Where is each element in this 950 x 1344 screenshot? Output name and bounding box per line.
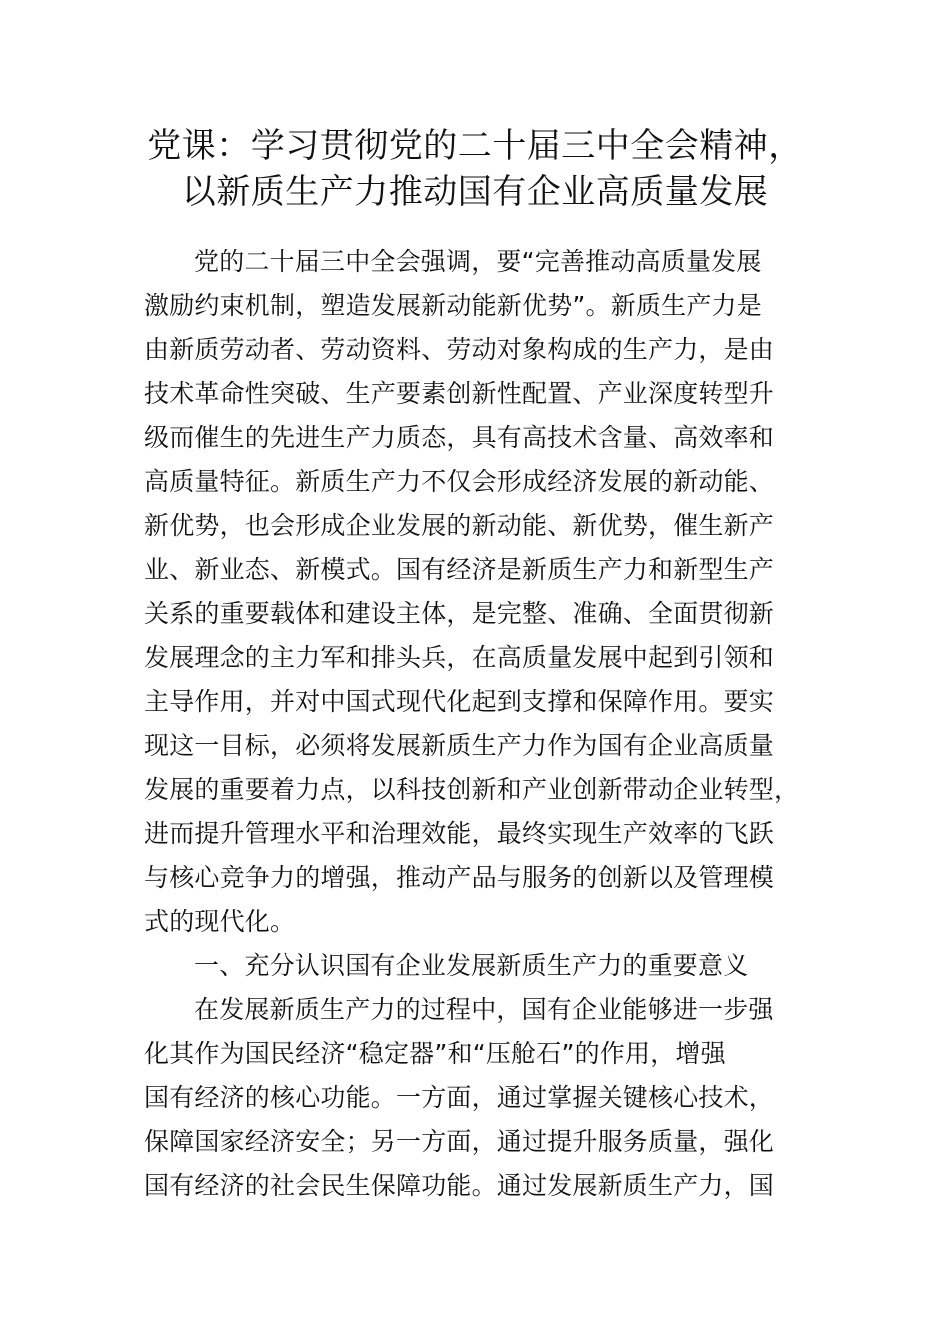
- paragraph-1-line: 党的二十届三中全会强调，要“完善推动高质量发展: [194, 247, 762, 276]
- paragraph-1-line: 关系的重要载体和建设主体，是完整、准确、全面贯彻新: [144, 599, 775, 628]
- paragraph-2-line: 国有经济的核心功能。一方面，通过掌握关键核心技术，: [144, 1083, 775, 1112]
- paragraph-1-line: 级而催生的先进生产力质态，具有高技术含量、高效率和: [144, 423, 775, 452]
- paragraph-2-line: 化其作为国民经济“稳定器”和“压舱石”的作用，增强: [144, 1039, 726, 1068]
- paragraph-2-line: 保障国家经济安全；另一方面，通过提升服务质量，强化: [144, 1127, 775, 1156]
- paragraph-2-line: 国有经济的社会民生保障功能。通过发展新质生产力，国: [144, 1171, 775, 1200]
- document-title-line-1: 党课：学习贯彻党的二十届三中全会精神，: [147, 126, 803, 166]
- paragraph-1-line: 业、新业态、新模式。国有经济是新质生产力和新型生产: [144, 555, 775, 584]
- paragraph-1-line: 进而提升管理水平和治理效能，最终实现生产效率的飞跃: [144, 819, 775, 848]
- paragraph-1-line: 新优势，也会形成企业发展的新动能、新优势，催生新产: [144, 511, 775, 540]
- paragraph-1-line: 高质量特征。新质生产力不仅会形成经济发展的新动能、: [144, 467, 775, 496]
- section-heading: 一、充分认识国有企业发展新质生产力的重要意义: [194, 951, 749, 980]
- document-title-line-2: 以新质生产力推动国有企业高质量发展: [181, 172, 769, 212]
- paragraph-1-line: 主导作用，并对中国式现代化起到支撑和保障作用。要实: [144, 687, 775, 716]
- paragraph-1-line: 式的现代化。: [144, 907, 296, 936]
- paragraph-1-line: 由新质劳动者、劳动资料、劳动对象构成的生产力，是由: [144, 335, 775, 364]
- document-body: [144, 240, 804, 1208]
- paragraph-1-line: 激励约束机制，塑造发展新动能新优势”。新质生产力是: [144, 291, 762, 320]
- paragraph-1-line: 技术革命性突破、生产要素创新性配置、产业深度转型升: [144, 379, 775, 408]
- paragraph-1-line: 发展理念的主力军和排头兵，在高质量发展中起到引领和: [144, 643, 775, 672]
- paragraph-1-line: 与核心竞争力的增强，推动产品与服务的创新以及管理模: [144, 863, 775, 892]
- paragraph-1-line: 现这一目标，必须将发展新质生产力作为国有企业高质量: [144, 731, 775, 760]
- paragraph-1-line: 发展的重要着力点，以科技创新和产业创新带动企业转型，: [144, 775, 800, 804]
- paragraph-2-line: 在发展新质生产力的过程中，国有企业能够进一步强: [194, 995, 774, 1024]
